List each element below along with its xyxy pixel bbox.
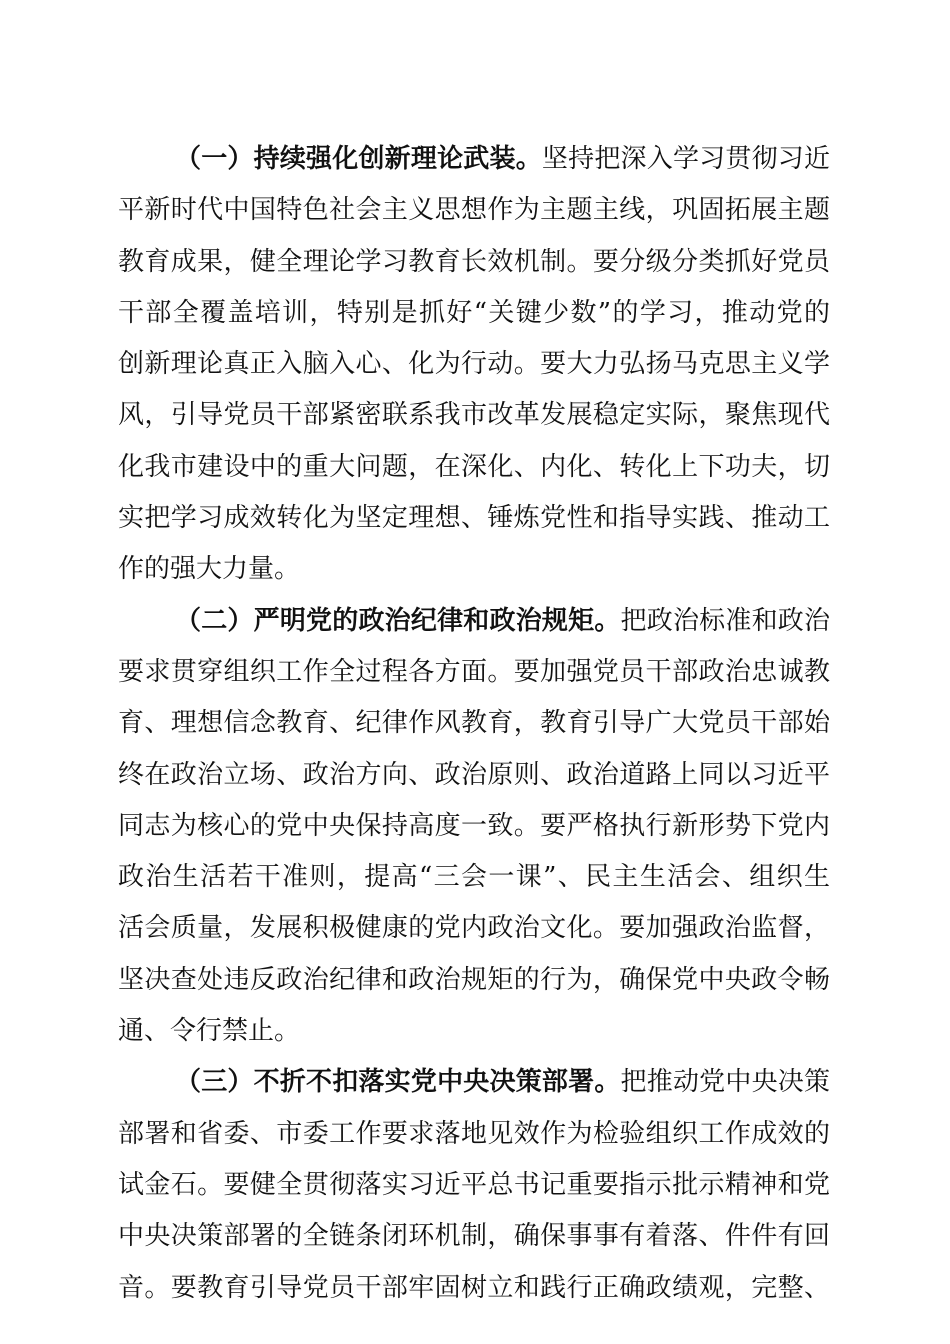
text-line: 化我市建设中的重大问题，在深化、内化、转化上下功夫，切 <box>118 451 830 482</box>
section-heading: （一）持续强化创新理论武装。 <box>175 144 542 174</box>
text-line: 实把学习成效转化为坚定理想、锤炼党性和指导实践、推动工 <box>118 503 830 534</box>
paragraph-first-line <box>118 134 830 185</box>
text-line: 活会质量，发展积极健康的党内政治文化。要加强政治监督， <box>118 913 830 944</box>
text-line: 育、理想信念教育、纪律作风教育，教育引导广大党员干部始 <box>118 708 830 739</box>
text-line: 作的强大力量。 <box>118 554 301 585</box>
text-line: 音。要教育引导党员干部牢固树立和践行正确政绩观，完整、 <box>118 1272 830 1303</box>
text-line: 试金石。要健全贯彻落实习近平总书记重要指示批示精神和党 <box>118 1169 830 1200</box>
text-line: 同志为核心的党中央保持高度一致。要严格执行新形势下党内 <box>118 810 830 841</box>
document-page <box>118 134 830 1314</box>
text-line: 平新时代中国特色社会主义思想作为主题主线，巩固拓展主题 <box>118 195 830 226</box>
paragraph <box>118 1057 830 1313</box>
text-line: 通、令行禁止。 <box>118 1016 301 1047</box>
text-line: 创新理论真正入脑入心、化为行动。要大力弘扬马克思主义学 <box>118 349 830 380</box>
text-line: 部署和省委、市委工作要求落地见效作为检验组织工作成效的 <box>118 1118 830 1149</box>
text-line: 风，引导党员干部紧密联系我市改革发展稳定实际，聚焦现代 <box>118 400 830 431</box>
text-line: 终在政治立场、政治方向、政治原则、政治道路上同以习近平 <box>118 759 830 790</box>
body-text: 把政治标准和政治 <box>620 605 830 636</box>
body-text: 坚持把深入学习贯彻习近 <box>541 144 830 174</box>
section-heading: （二）严明党的政治纪律和政治规矩。 <box>175 605 621 636</box>
text-line: 干部全覆盖培训，特别是抓好“关键少数”的学习，推动党的 <box>118 297 830 328</box>
body-text: 把推动党中央决策 <box>620 1067 830 1098</box>
text-line: 要求贯穿组织工作全过程各方面。要加强党员干部政治忠诚教 <box>118 656 830 687</box>
section-heading: （三）不折不扣落实党中央决策部署。 <box>175 1067 621 1098</box>
text-line: 教育成果，健全理论学习教育长效机制。要分级分类抓好党员 <box>118 246 830 277</box>
text-line: 中央决策部署的全链条闭环机制，确保事事有着落、件件有回 <box>118 1221 830 1252</box>
paragraph-first-line <box>118 596 830 647</box>
text-line: 政治生活若干准则，提高“三会一课”、民主生活会、组织生 <box>118 862 830 893</box>
paragraph <box>118 596 830 1058</box>
text-line: 坚决查处违反政治纪律和政治规矩的行为，确保党中央政令畅 <box>118 964 830 995</box>
paragraph <box>118 134 830 596</box>
paragraph-first-line <box>118 1057 830 1108</box>
